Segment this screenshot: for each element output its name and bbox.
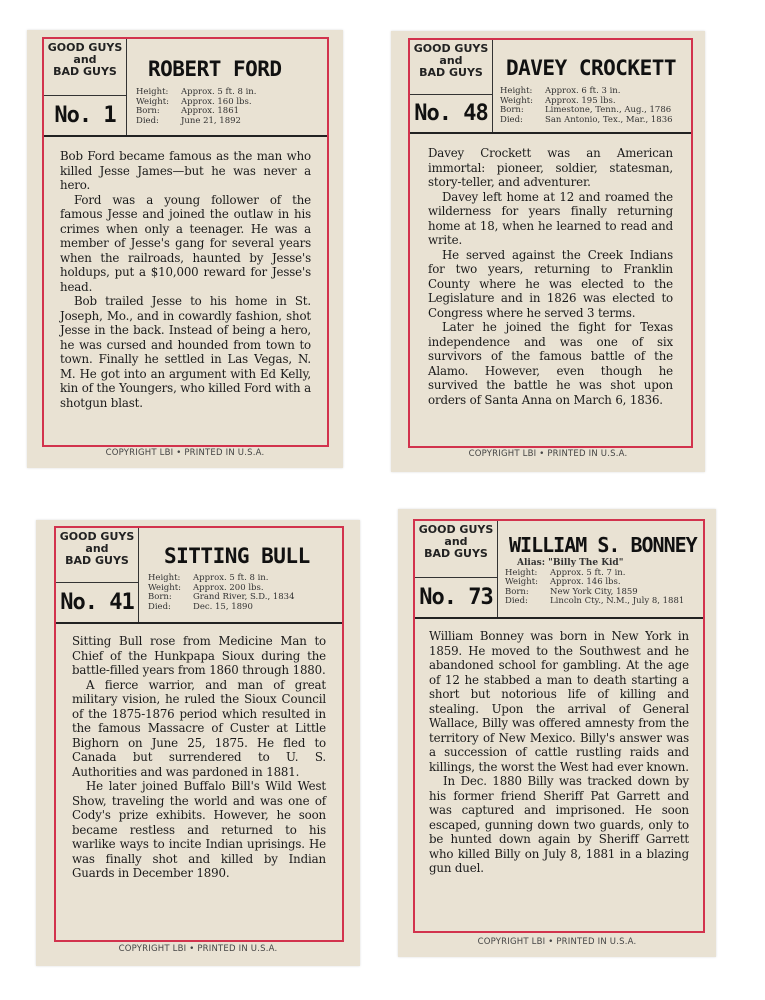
- series-box: [56, 528, 139, 622]
- card-name: ROBERT FORD: [148, 57, 282, 81]
- biography: Sitting Bull rose from Medicine Man to Chief of the Hunkpapa Sioux during the battle-filled years from 1860 through 1880. A fierce warrior, and man of great military vision, he ruled the Sioux Council of the 1875-1876 period which resulted in the famous Massacre of Custer at Little Bighorn on June 25, 1875. He fled to Canada but surrendered to U. S. Authorities and was pardoned in 1881. He later joined Buffalo Bill's Wild West Show, traveling the world and was one of Cody's prize exhibits. However, he soon became restless and returned to his warlike ways to incite Indian uprisings. He was finally shot and killed by Indian Guards in December 1890.: [72, 634, 326, 880]
- card-header: [44, 39, 327, 137]
- biography: Davey Crockett was an American immortal: pioneer, soldier, statesman, story-teller, and adventurer. Davey left home at 12 and roamed the wilderness for years finally returning home at 18, when he learned to read and write. He served against the Creek Indians for two years, returning to Franklin County where he was elected to the Legislature and in 1826 was elected to Congress where he served 3 terms. Later he joined the fight for Texas independence and was one of six survivors of the famous battle of the Alamo. However, even though he survived the battle he was shot upon orders of Santa Anna on March 6, 1836.: [428, 146, 673, 407]
- series-title: GOOD GUYS and BAD GUYS: [413, 42, 489, 79]
- card-number: No. 48: [414, 101, 488, 126]
- card-frame: [413, 519, 705, 933]
- copyright: COPYRIGHT LBI • PRINTED IN U.S.A.: [105, 448, 265, 458]
- series-box: [44, 39, 127, 135]
- card-frame: [54, 526, 344, 942]
- series-box: [415, 521, 498, 617]
- card-sitting-bull: [36, 520, 360, 966]
- card-name: DAVEY CROCKETT: [506, 56, 677, 80]
- card-robert-ford: [27, 30, 343, 468]
- card-name: WILLIAM S. BONNEY: [509, 533, 697, 557]
- card-header: [56, 528, 342, 624]
- stats-block: Height: Approx. 5 ft. 8 in. Weight: Approx. 200 lbs. Born: Grand River, S.D., 1834 Died: Dec. 15, 1890: [148, 573, 295, 612]
- copyright: COPYRIGHT LBI • PRINTED IN U.S.A.: [468, 449, 628, 459]
- card-davey-crockett: [391, 31, 705, 472]
- card-william-bonney: [398, 509, 716, 957]
- series-box: [410, 40, 493, 132]
- biography: William Bonney was born in New York in 1859. He moved to the Southwest and he abandoned school for gambling. At the age of 12 he stabbed a man to death starting a short but notorious life of killing and stealing. Upon the arrival of General Wallace, Billy was offered amnesty from the territory of New Mexico. Billy's answer was a succession of cattle rustling raids and killings, the worst the West had ever known. In Dec. 1880 Billy was tracked down by his former friend Sheriff Pat Garrett and was captured and imprisoned. He soon escaped, gunning down two guards, only to be hunted down again by Sheriff Garrett who killed Billy on July 8, 1881 in a blazing gun duel.: [429, 629, 689, 875]
- series-title: GOOD GUYS and BAD GUYS: [47, 41, 123, 78]
- copyright: COPYRIGHT LBI • PRINTED IN U.S.A.: [118, 944, 278, 954]
- biography: Bob Ford became famous as the man who killed Jesse James—but he was never a hero. Ford was a young follower of the famous Jesse and joined the outlaw in his crimes when only a teenager. He was a member of Jesse's gang for several years when the railroads, haunted by Jesse's holdups, put a $10,000 reward for Jesse's head. Bob trailed Jesse to his home in St. Joseph, Mo., and in cowardly fashion, shot Jesse in the back. Instead of being a hero, he was cursed and hounded from town to town. Finally he settled in Las Vegas, N. M. He got into an argument with Ed Kelly, kin of the Youngers, who killed Ford with a shotgun blast.: [60, 149, 311, 410]
- card-header: [415, 521, 703, 619]
- card-name: SITTING BULL: [164, 544, 310, 568]
- series-title: GOOD GUYS and BAD GUYS: [418, 523, 494, 560]
- stats-block: Height: Approx. 6 ft. 3 in. Weight: Approx. 195 lbs. Born: Limestone, Tenn., Aug., 1786 Died: San Antonio, Tex., Mar., 1836: [500, 86, 673, 125]
- stats-block: Alias: "Billy The Kid" Height: Approx. 5 ft. 7 in. Weight: Approx. 146 lbs. Born: New York City, 1859 Died: Lincoln Cty., N.M., July 8, 1881: [505, 558, 685, 606]
- alias: Alias: "Billy The Kid": [517, 558, 624, 568]
- card-number: No. 41: [60, 590, 134, 615]
- stats-block: Height: Approx. 5 ft. 8 in. Weight: Approx. 160 lbs. Born: Approx. 1861 Died: June 21, 1892: [136, 87, 257, 126]
- card-number: No. 1: [54, 103, 116, 128]
- copyright: COPYRIGHT LBI • PRINTED IN U.S.A.: [477, 937, 637, 947]
- card-header: [410, 40, 691, 134]
- card-frame: [42, 37, 329, 447]
- series-title: GOOD GUYS and BAD GUYS: [59, 530, 135, 567]
- card-frame: [408, 38, 693, 448]
- card-number: No. 73: [419, 585, 493, 610]
